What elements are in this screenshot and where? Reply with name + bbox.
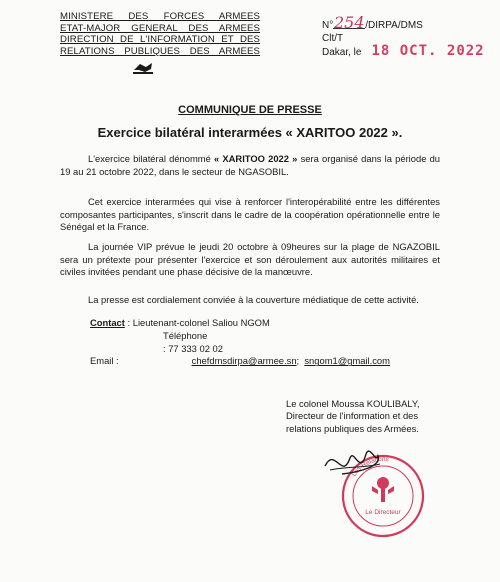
phone-number: : 77 333 02 02 — [163, 342, 223, 354]
contact-name-row — [90, 317, 390, 330]
document-title: Exercice bilatéral interarmées « XARITOO 2022 ». — [97, 125, 403, 140]
date-line — [322, 45, 485, 59]
signatory-name: Le colonel Moussa KOULIBALY, — [286, 398, 420, 409]
email-label: Email : — [90, 355, 119, 367]
stamp-emblem-icon — [372, 477, 394, 502]
paragraph-1 — [60, 153, 440, 178]
paragraph-3: La journée VIP prévue le jeudi 20 octobre à 09heures sur la plage de NGAZOBIL sera un prétexte pour présenter l'exercice et son déroulement aux autorités militaires et civiles invitées pendant une phase décisive de la manœuvre. — [60, 241, 440, 278]
email-link-primary[interactable]: chefdmsdirpa@armee.sn — [191, 355, 297, 367]
ref-prefix: N° — [322, 20, 334, 31]
contact-name: : Lieutenant-colonel Saliou NGOM — [127, 317, 270, 328]
p1-exercise-name: « XARITOO 2022 » — [214, 153, 298, 164]
paragraph-2: Cet exercice interarmées qui vise à renforcer l'interopérabilité entre les différentes composantes participantes, s'inscrit dans le cadre de la coopération opérationnelle entre le Sénégal et la France. — [60, 196, 440, 233]
reference-number-line — [322, 13, 485, 32]
heading-text: COMMUNIQUE DE PRESSE — [178, 104, 322, 116]
signatory-block — [286, 398, 446, 435]
reference-block — [322, 13, 485, 59]
direction-line: DIRECTION DE L'INFORMATION ET DES — [60, 34, 260, 46]
stamp-center-text: Le Directeur — [365, 509, 401, 516]
contact-phone-row — [90, 330, 390, 356]
contact-block — [90, 317, 390, 368]
paragraph-4: La presse est cordialement conviée à la couverture médiatique de cette activité. — [88, 294, 419, 305]
contact-email-row — [90, 355, 390, 368]
organization-header — [60, 11, 260, 57]
place-label: Dakar, le — [322, 47, 362, 58]
phone-label: Téléphone — [163, 329, 208, 341]
email-link-secondary[interactable]: sngom1@gmail.com — [304, 355, 390, 367]
dirpa-emblem-icon — [132, 61, 154, 75]
email-separator: ; — [296, 355, 300, 367]
official-stamp-and-signature — [320, 436, 445, 546]
p1-text-a: L'exercice bilatéral dénommé — [88, 153, 214, 164]
relations-line: RELATIONS PUBLIQUES DES ARMEES — [60, 45, 260, 57]
signatory-title-2: relations publiques des Armées. — [286, 422, 419, 434]
signatory-title-1: Directeur de l'information et des — [286, 410, 419, 422]
staff-line: ETAT-MAJOR GENERAL DES ARMEES — [60, 22, 260, 34]
ref-suffix: /DIRPA/DMS — [365, 20, 423, 31]
stamp-arc-text: Les Relations — [350, 455, 390, 478]
date-stamp: 18 OCT. 2022 — [371, 43, 485, 59]
document-heading — [0, 104, 500, 116]
contact-label: Contact — [90, 317, 125, 328]
ref-number-handwritten: 254 — [333, 13, 365, 32]
p1-text-c: sera organisé dans la période du 19 au 21 octobre 2022, dans le secteur de NGASOBIL. — [60, 153, 441, 177]
ref-line2: Clt/T — [322, 33, 344, 44]
ministry-line: MINISTERE DES FORCES ARMEES — [60, 11, 260, 22]
